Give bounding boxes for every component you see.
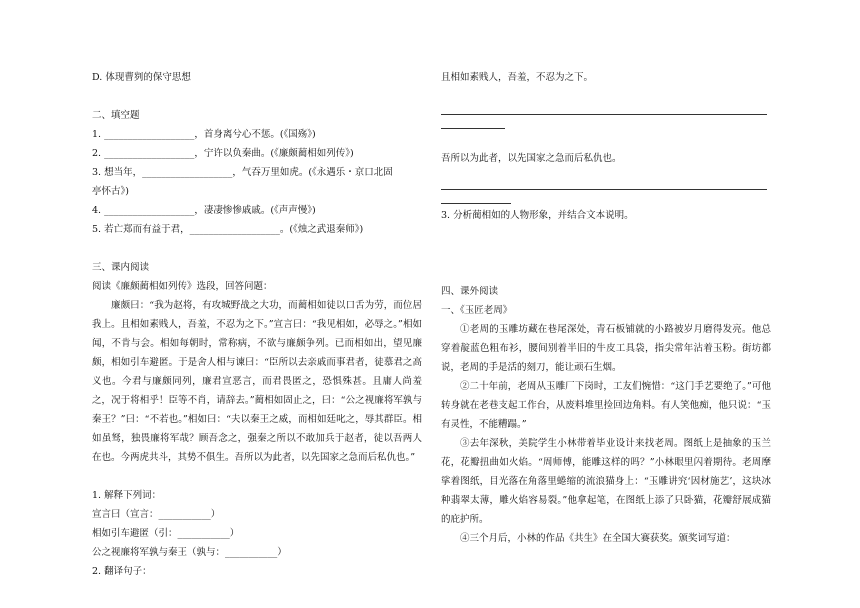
question-3: 3. 分析蔺相如的人物形象，并结合文本说明。 [441,210,634,221]
reading-intro: 阅读《廉颇蔺相如列传》选段，回答问题： [92,281,273,292]
fill-item-5: 5. 若亡郑而有益于君，___________________。(《烛之武退秦师》) [92,224,364,235]
spacer [441,168,771,188]
translate-sentence-2: 吾所以为此者，以先国家之急而后私仇也。 [441,153,622,164]
spacer [92,239,422,258]
question-1-item-2: 相如引车避匿（引：___________） [92,528,240,539]
option-d: D. 体现曹刿的保守思想 [92,72,191,83]
fill-item-3-cont: 亭怀古》) [92,186,129,197]
story-paragraph-4: ④三个月后，小林的作品《共生》在全国大赛获奖。颁奖词写道： [460,533,736,544]
question-1-item-3: 公之视廉将军孰与秦王（孰与：___________） [92,547,287,558]
fill-item-2: 2. ___________________，宁许以负秦曲。(《廉颇蔺相如列传》) [92,148,354,159]
fill-item-3: 3. 想当年，___________________，气吞万里如虎。(《永遇乐・京口北固 [92,167,393,178]
story-paragraph-3: ③去年深秋，美院学生小林带着毕业设计来找老周。图纸上是抽象的玉兰花，花瓣扭曲如火焰。“周师傅，能雕这样的吗？”小林眼里闪着期待。老周摩挲着图纸，目光落在角落里蜷缩的流浪猫身上：“玉雕讲究‘因材施艺’，这块冰种翡翠太薄，雕火焰容易裂。”他拿起笔，在图纸上添了只卧猫，花瓣舒展成猫的庇护所。 [441,438,771,525]
question-2-title: 2. 翻译句子： [92,566,152,577]
spacer [92,87,422,106]
spacer [441,87,771,113]
spacer [441,190,771,202]
left-column [92,68,422,581]
section-fill-title: 二、填空题 [92,110,140,121]
fill-item-1: 1. ___________________，首身离兮心不惩。(《国殇》) [92,129,316,140]
story-paragraph-2: ②二十年前，老周从玉雕厂下岗时，工友们惋惜：“这门手艺要绝了。”可他转身就在老巷支起工作台，从废料堆里捡回边角料。有人笑他痴，他只说：“玉有灵性，不能糟蹋。” [441,381,771,430]
translate-sentence-1: 且相如素贱人，吾羞，不忍为之下。 [441,72,594,83]
spacer [441,115,771,127]
story-title: 一、《玉匠老周》 [441,305,513,316]
question-1-item-1: 宣言曰（宣言：___________） [92,509,221,520]
section-reading-title: 三、课内阅读 [92,262,150,273]
spacer [441,129,771,149]
fill-item-4: 4. ___________________，凄凄惨惨戚戚。(《声声慢》) [92,205,316,216]
answer-space [441,225,771,282]
right-column [441,68,771,548]
spacer [92,467,422,486]
story-paragraph-1: ①老周的玉雕坊藏在巷尾深处，青石板铺就的小路被岁月磨得发亮。他总穿着靛蓝色粗布衫，腰间别着半旧的牛皮工具袋，指尖常年沾着玉粉。街坊都说，老周的手是活的刻刀，能让顽石生烟。 [441,324,771,373]
question-1-title: 1. 解释下列词： [92,490,162,501]
reading-passage: 廉颇曰：“我为赵将，有攻城野战之大功，而蔺相如徒以口舌为劳，而位居我上。且相如素贱人，吾羞，不忍为之下。”宣言曰：“我见相如，必辱之。”相如闻，不肯与会。相如每朝时，常称病，不欲与廉颇争列。已而相如出，望见廉颇，相如引车避匿。于是舍人相与谏曰：“臣所以去亲戚而事君者，徒慕君之高义也。今君与廉颇同列，廉君宣恶言，而君畏匿之，恐惧殊甚。且庸人尚羞之，况于将相乎！臣等不肖，请辞去。”蔺相如固止之，曰：“公之视廉将军孰与秦王？”曰：“不若也。”相如曰：“夫以秦王之威，而相如廷叱之，辱其群臣。相如虽驽，独畏廉将军哉？顾吾念之，强秦之所以不敢加兵于赵者，徒以吾两人在也。今两虎共斗，其势不俱生。吾所以为此者，以先国家之急而后私仇也。” [92,300,422,463]
section-extra-reading-title: 四、课外阅读 [441,286,499,297]
